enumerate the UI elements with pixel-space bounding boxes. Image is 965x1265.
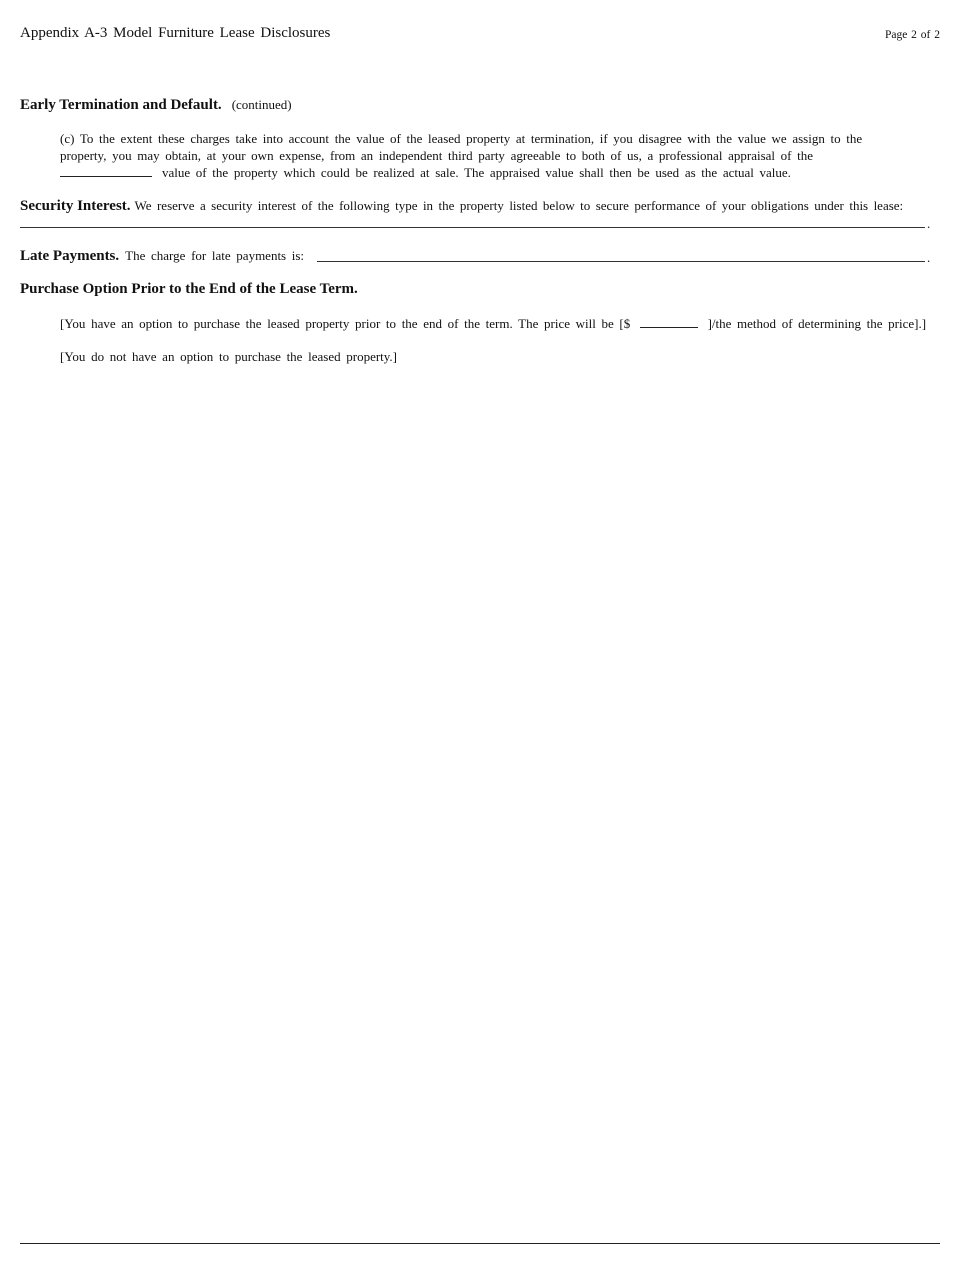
late-payment-charge-blank-line[interactable]	[317, 261, 925, 262]
paragraph-line: property, you may obtain, at your own expense, from an independent third party agreeable to both of us, a professional appraisal of the	[60, 148, 814, 163]
security-interest-section	[20, 197, 903, 215]
continued-label: (continued)	[231, 97, 292, 112]
paragraph-text: value of the property which could be realized at sale. The appraised value shall then be used as the actual value.	[162, 165, 791, 180]
late-payments-section	[20, 247, 304, 265]
price-blank[interactable]	[640, 317, 698, 328]
footer-rule	[20, 1243, 940, 1244]
period: .	[927, 216, 931, 231]
document-title: Appendix A-3 Model Furniture Lease Disclosures	[20, 25, 331, 41]
late-payments-text: The charge for late payments is:	[125, 248, 305, 263]
paragraph-line: (c) To the extent these charges take into account the value of the leased property at termination, if you disagree with the value we assign to the	[60, 131, 863, 146]
section-heading: Late Payments.	[20, 248, 120, 264]
purchase-option-heading: Purchase Option Prior to the End of the Lease Term.	[20, 281, 358, 297]
purchase-option-paragraph	[60, 316, 926, 332]
option-text: ]/the method of determining the price].]	[707, 316, 927, 331]
page-number: Page 2 of 2	[884, 29, 940, 41]
appraisal-type-blank[interactable]	[60, 166, 152, 177]
paragraph-line-with-blank	[60, 165, 791, 181]
section-heading: Early Termination and Default.	[20, 97, 222, 113]
no-purchase-option-paragraph: [You do not have an option to purchase the leased property.]	[60, 349, 398, 364]
security-interest-blank-line[interactable]	[20, 227, 925, 228]
period: .	[927, 250, 931, 265]
section-heading: Security Interest.	[20, 198, 131, 214]
security-interest-text: We reserve a security interest of the following type in the property listed below to secure performance of your obligations under this lease:	[134, 198, 904, 213]
early-termination-heading	[20, 96, 292, 114]
option-text: [You have an option to purchase the leased property prior to the end of the term. The price will be [$	[60, 316, 631, 331]
